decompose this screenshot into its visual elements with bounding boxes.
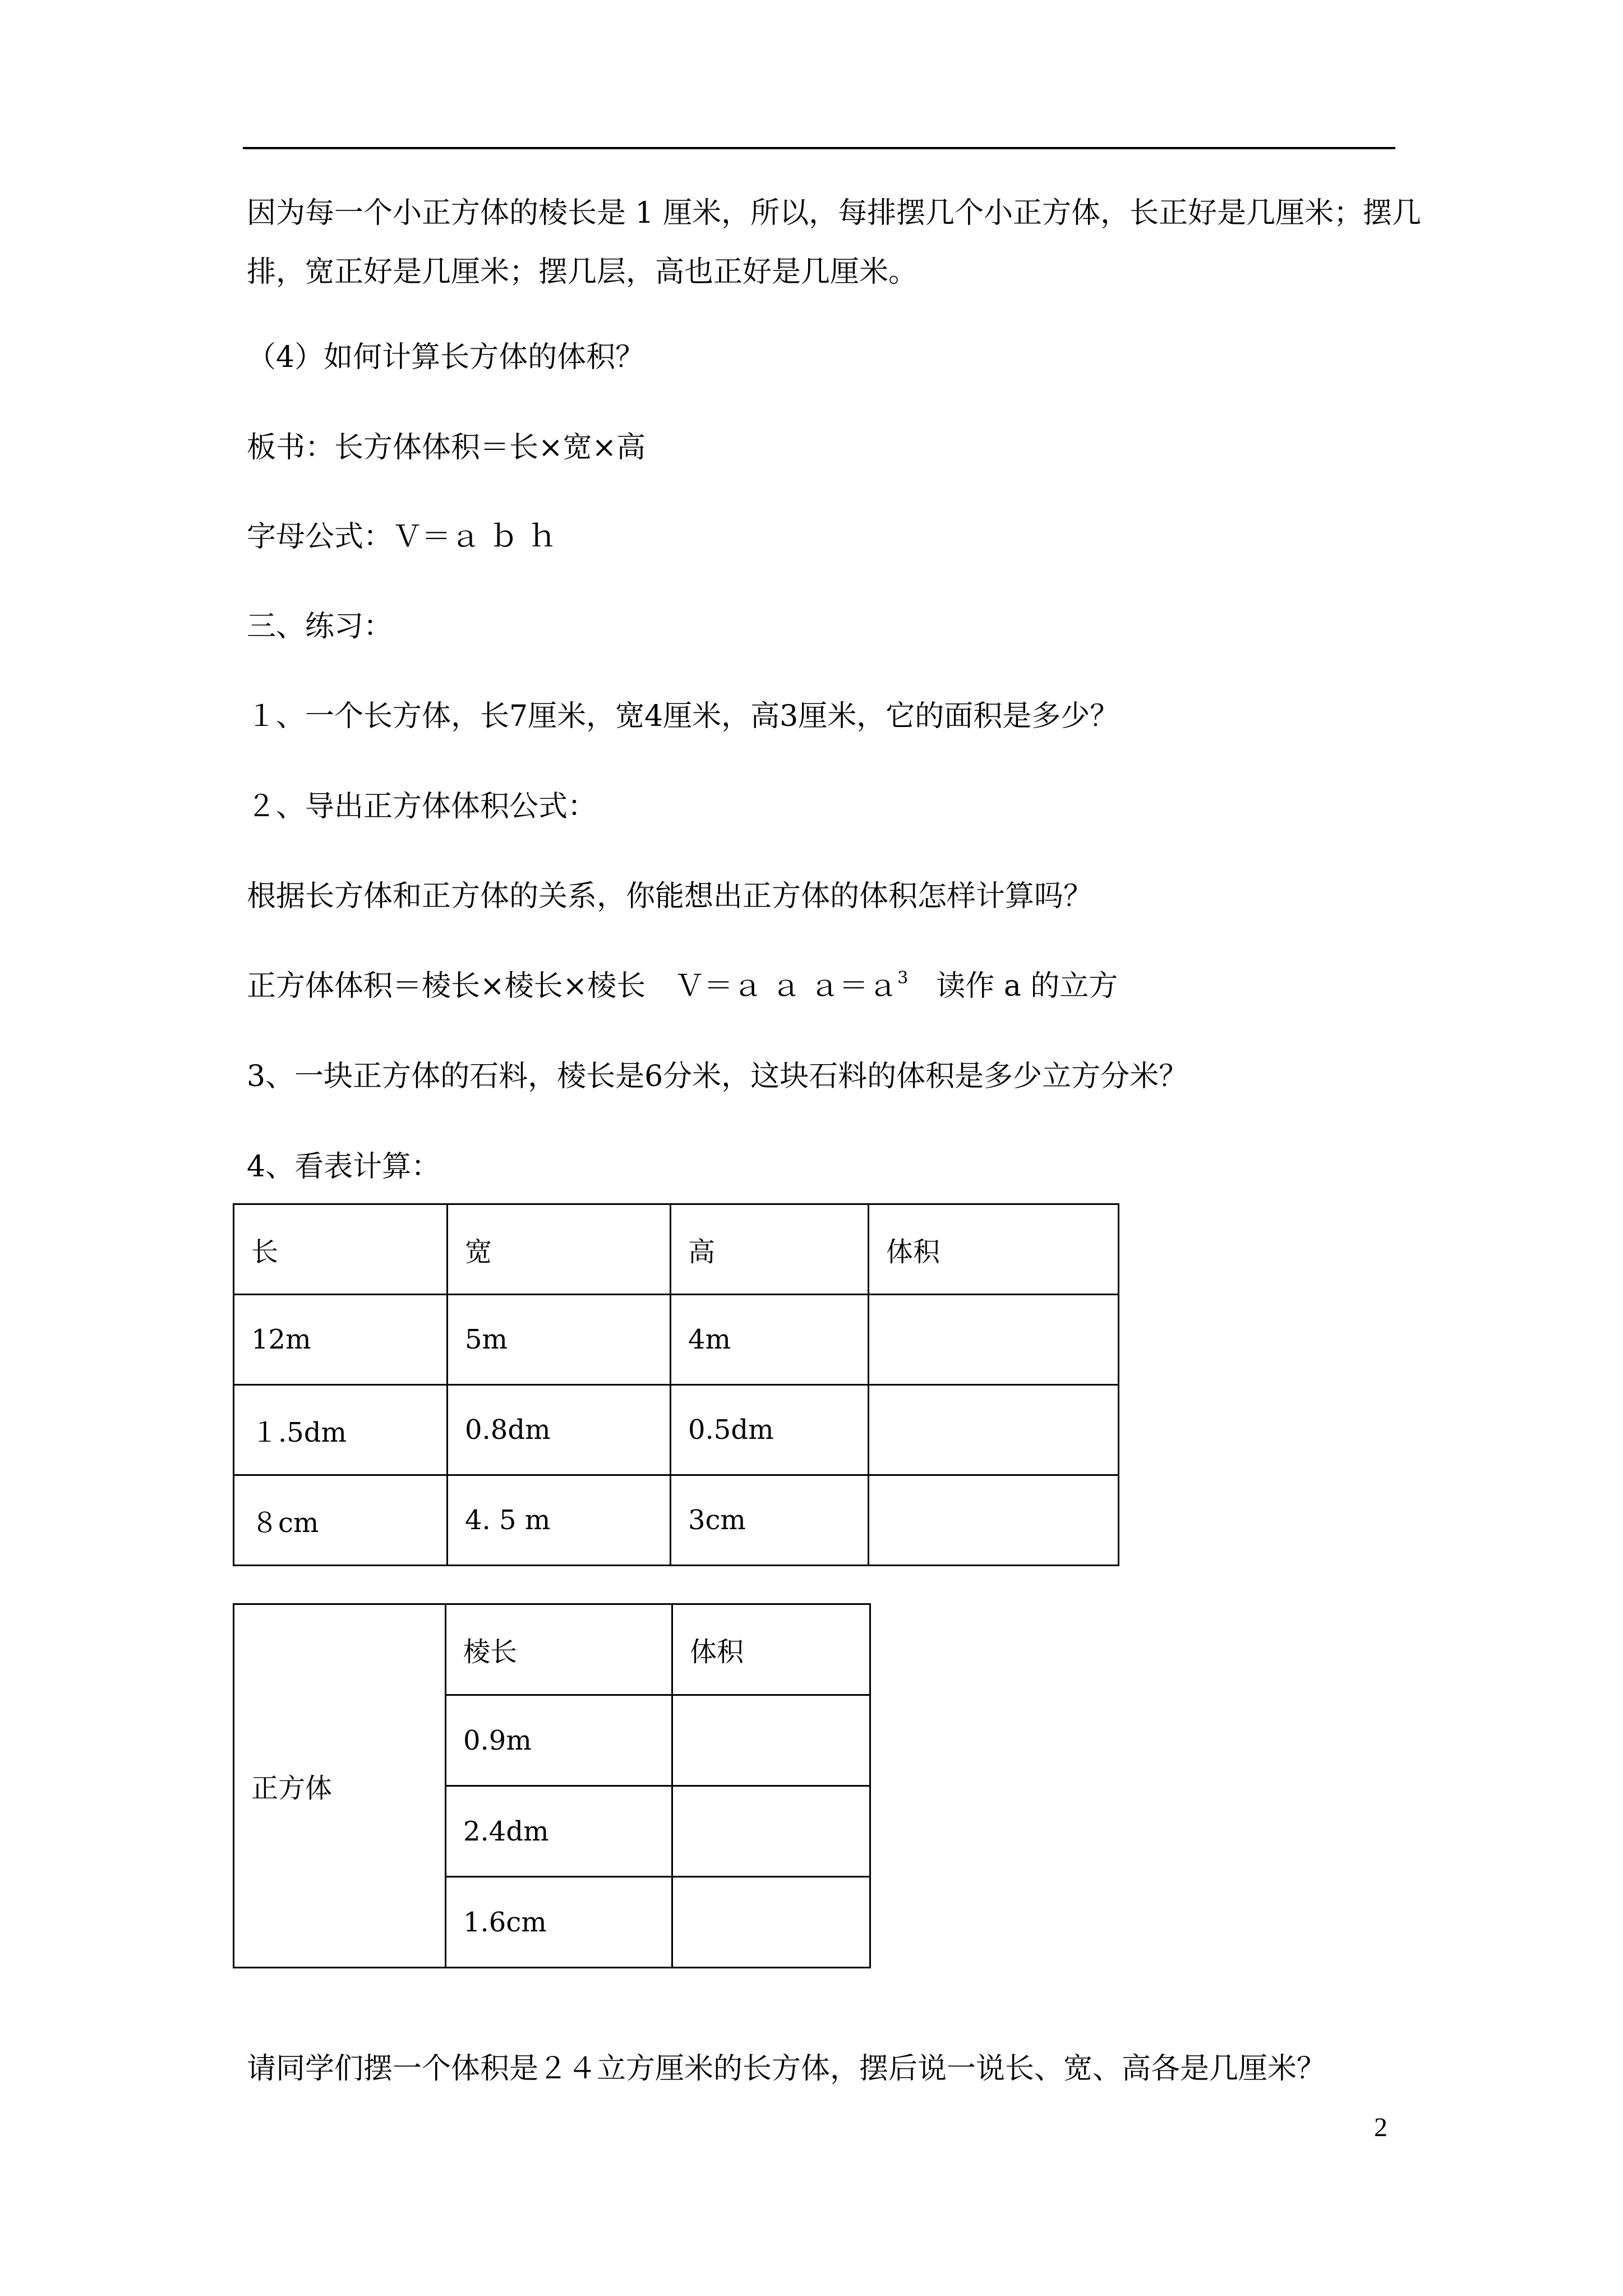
header-length: 长: [234, 1204, 448, 1295]
paragraph-1a: 因为每一个小正方体的棱长是 1 厘米，所以，每排摆几个小正方体，长正好是几厘米；摆几: [247, 196, 1422, 230]
table-cell: 3cm: [671, 1475, 869, 1566]
answer-cell[interactable]: [869, 1385, 1119, 1475]
header-edge-length: 棱长: [446, 1604, 672, 1695]
exercise-1: １、一个长方体，长7厘米，宽4厘米，高3厘米，它的面积是多少？: [247, 700, 1119, 733]
answer-cell[interactable]: [672, 1786, 870, 1877]
cube-formula-reading: 读作 a 的立方: [936, 969, 1118, 1003]
table-row: [234, 1475, 1119, 1566]
paragraph-question-4: （4）如何计算长方体的体积？: [247, 341, 645, 374]
table-cell: 4m: [671, 1295, 869, 1385]
table-cell: 4. 5 m: [448, 1475, 671, 1566]
cube-formula-text: 正方体体积＝棱长×棱长×棱长 Ｖ＝ａ ａ ａ＝ａ: [247, 969, 898, 1003]
header-volume: 体积: [869, 1204, 1119, 1295]
table-cell: 0.5dm: [671, 1385, 869, 1475]
cuboid-volume-table: [233, 1203, 1119, 1566]
paragraph-1b: 排，宽正好是几厘米；摆几层，高也正好是几厘米。: [247, 255, 918, 289]
cube-volume-table: [233, 1603, 871, 1968]
table-header-row: [234, 1604, 870, 1695]
closing-activity: 请同学们摆一个体积是２４立方厘米的长方体，摆后说一说长、宽、高各是几厘米？: [247, 2052, 1326, 2086]
table-cell: 12m: [234, 1295, 448, 1385]
table-cell: 0.9m: [446, 1695, 672, 1786]
answer-cell[interactable]: [672, 1877, 870, 1968]
cube-row-label: 正方体: [234, 1604, 446, 1968]
header-rule: [243, 147, 1395, 149]
paragraph-relationship-question: 根据长方体和正方体的关系，你能想出正方体的体积怎样计算吗？: [247, 880, 1093, 913]
cube-volume-formula: [247, 969, 1118, 1003]
header-width: 宽: [448, 1204, 671, 1295]
table-cell: 0.8dm: [448, 1385, 671, 1475]
header-volume: 体积: [672, 1604, 870, 1695]
table-header-row: [234, 1204, 1119, 1295]
answer-cell[interactable]: [869, 1295, 1119, 1385]
page-number: 2: [1374, 2113, 1387, 2142]
paragraph-board-writing: 板书：长方体体积＝长×宽×高: [247, 431, 646, 464]
table-cell: ８cm: [234, 1475, 448, 1566]
paragraph-letter-formula: 字母公式：Ｖ＝ａ ｂ ｈ: [247, 520, 557, 554]
answer-cell[interactable]: [672, 1695, 870, 1786]
table-cell: １.5dm: [234, 1385, 448, 1475]
table-row: [234, 1385, 1119, 1475]
table-cell: 5m: [448, 1295, 671, 1385]
header-height: 高: [671, 1204, 869, 1295]
exercise-3: 3、一块正方体的石料，棱长是6分米，这块石料的体积是多少立方分米？: [247, 1060, 1188, 1093]
answer-cell[interactable]: [869, 1475, 1119, 1566]
cube-formula-exponent: 3: [897, 968, 909, 988]
table-row: [234, 1295, 1119, 1385]
section-heading-practice: 三、练习：: [247, 610, 393, 643]
exercise-4: 4、看表计算：: [247, 1150, 441, 1184]
table-cell: 1.6cm: [446, 1877, 672, 1968]
exercise-2: ２、导出正方体体积公式：: [247, 790, 597, 823]
table-cell: 2.4dm: [446, 1786, 672, 1877]
